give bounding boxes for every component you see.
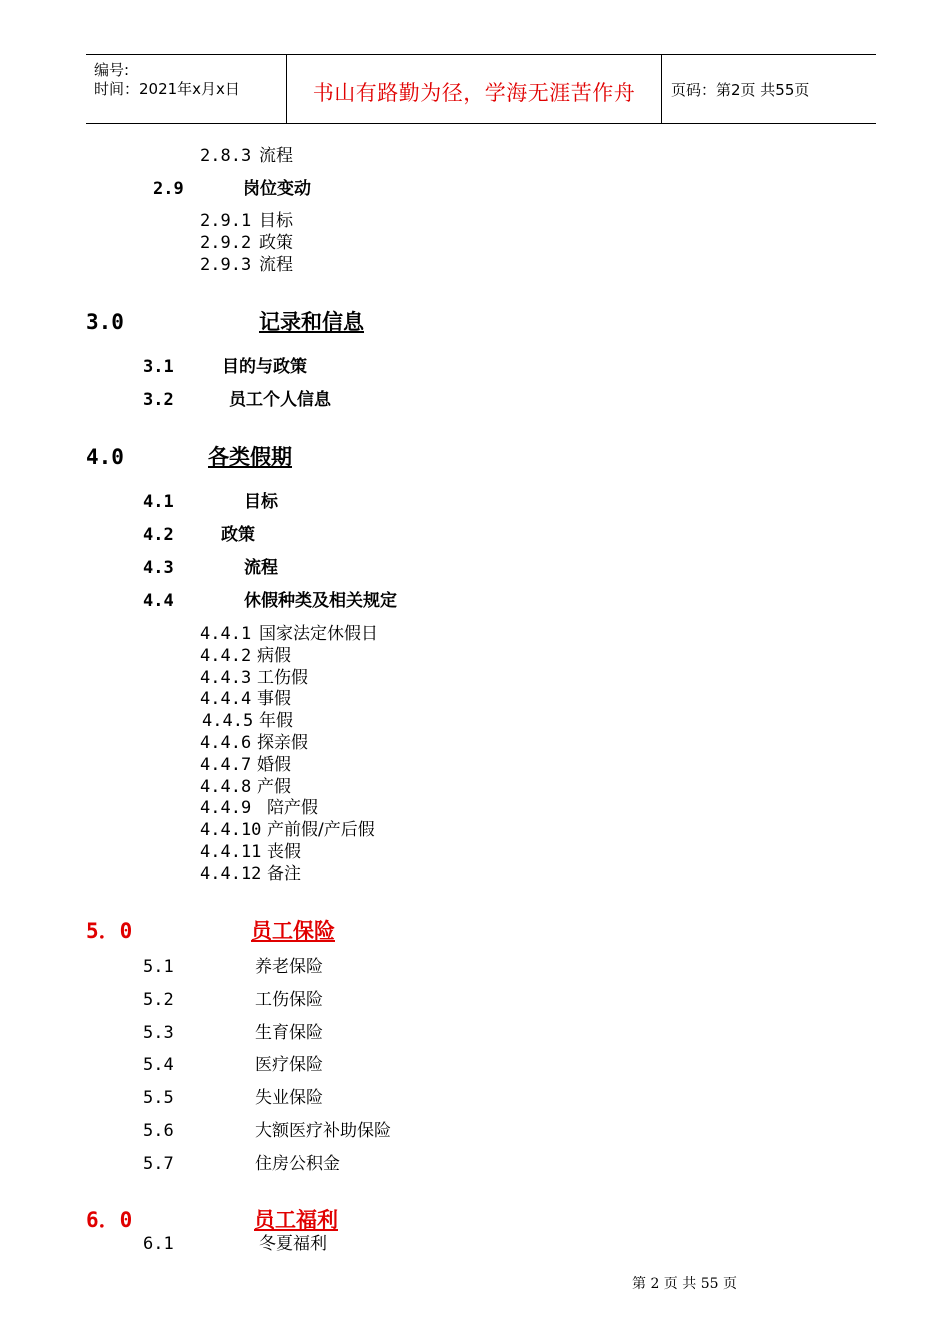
toc-entry-number: 4.0 <box>86 445 124 469</box>
toc-entry-title: 员工个人信息 <box>229 390 331 410</box>
toc-entry-number: 4.4.6 <box>200 733 252 753</box>
toc-entry-number: 5.2 <box>143 990 174 1010</box>
toc-entry-title: 工伤保险 <box>255 990 323 1010</box>
toc-entry-number: 5.3 <box>143 1023 174 1043</box>
toc-entry-number: 3.1 <box>143 357 174 377</box>
toc-entry-number: 4.3 <box>143 558 174 578</box>
toc-entry-number: 4.4.9 <box>200 798 252 818</box>
toc-entry-number: 4.4 <box>143 591 174 611</box>
toc-entry-number: 4.2 <box>143 525 174 545</box>
toc-entry-title: 工伤假 <box>257 668 308 688</box>
toc-entry-title: 冬夏福利 <box>259 1234 327 1254</box>
toc-entry-title: 产假 <box>257 777 291 797</box>
toc-entry-number: 5.4 <box>143 1055 174 1075</box>
toc-entry-title: 备注 <box>267 864 301 884</box>
toc-entry-number: 2.8.3 <box>200 146 252 166</box>
header-page-number: 页码：第2页 共55页 <box>671 81 810 99</box>
toc-entry-number: 4.4.11 <box>200 842 262 862</box>
toc-entry-number: 2.9 <box>153 179 184 199</box>
toc-entry-number: 5.5 <box>143 1088 174 1108</box>
header-page-cell <box>661 55 876 123</box>
toc-entry-title: 员工保险 <box>251 919 335 943</box>
toc-entry-title: 养老保险 <box>255 957 323 977</box>
toc-entry-title: 大额医疗补助保险 <box>255 1121 391 1141</box>
toc-entry-title: 丧假 <box>267 842 301 862</box>
toc-entry-number: 4.4.5 <box>202 711 254 731</box>
toc-entry-title: 流程 <box>244 558 278 578</box>
page-footer: 第 2 页 共 55 页 <box>632 1276 737 1292</box>
toc-entry-number: 4.4.10 <box>200 820 262 840</box>
toc-entry-title: 事假 <box>257 689 291 709</box>
toc-entry-title: 政策 <box>259 233 293 253</box>
header-info-cell <box>86 55 286 123</box>
toc-entry-title: 探亲假 <box>257 733 308 753</box>
toc-entry-title: 目的与政策 <box>222 357 307 377</box>
toc-entry-title: 休假种类及相关规定 <box>244 591 397 611</box>
toc-entry-title: 政策 <box>221 525 255 545</box>
document-header <box>86 54 876 124</box>
toc-entry-title: 婚假 <box>257 755 291 775</box>
toc-entry-number: 2.9.1 <box>200 211 252 231</box>
toc-entry-title: 流程 <box>259 146 293 166</box>
header-motto: 书山有路勤为径，学海无涯苦作舟 <box>312 81 636 105</box>
document-time-label: 时间：2021年x月x日 <box>94 80 240 98</box>
toc-entry-title: 目标 <box>244 492 278 512</box>
toc-entry-number: 3.0 <box>86 310 124 334</box>
toc-entry-title: 各类假期 <box>208 445 292 469</box>
toc-entry-number: 4.4.8 <box>200 777 252 797</box>
toc-entry-number: 4.4.12 <box>200 864 262 884</box>
toc-entry-number: 6．0 <box>86 1208 133 1232</box>
toc-entry-number: 4.4.1 <box>200 624 252 644</box>
toc-entry-number: 2.9.3 <box>200 255 252 275</box>
toc-entry-title: 产前假/产后假 <box>267 820 375 840</box>
toc-entry-number: 6.1 <box>143 1234 174 1254</box>
toc-entry-number: 4.4.7 <box>200 755 252 775</box>
toc-entry-title: 医疗保险 <box>255 1055 323 1075</box>
toc-entry-number: 2.9.2 <box>200 233 252 253</box>
toc-entry-title: 年假 <box>259 711 293 731</box>
toc-entry-number: 5.6 <box>143 1121 174 1141</box>
toc-entry-number: 5.7 <box>143 1154 174 1174</box>
document-number-label: 编号: <box>94 61 130 79</box>
toc-entry-title: 生育保险 <box>255 1023 323 1043</box>
toc-entry-title: 岗位变动 <box>243 179 311 199</box>
toc-entry-title: 住房公积金 <box>255 1154 340 1174</box>
toc-entry-number: 4.4.4 <box>200 689 252 709</box>
toc-entry-title: 员工福利 <box>254 1208 338 1232</box>
toc-entry-title: 陪产假 <box>267 798 318 818</box>
toc-entry-number: 5．0 <box>86 919 133 943</box>
toc-entry-title: 病假 <box>257 646 291 666</box>
toc-entry-title: 失业保险 <box>255 1088 323 1108</box>
toc-entry-number: 4.4.3 <box>200 668 252 688</box>
toc-entry-title: 流程 <box>259 255 293 275</box>
toc-entry-title: 记录和信息 <box>259 310 364 334</box>
toc-entry-number: 3.2 <box>143 390 174 410</box>
toc-entry-title: 国家法定休假日 <box>259 624 378 644</box>
toc-entry-number: 5.1 <box>143 957 174 977</box>
toc-entry-title: 目标 <box>259 211 293 231</box>
toc-entry-number: 4.1 <box>143 492 174 512</box>
toc-entry-number: 4.4.2 <box>200 646 252 666</box>
header-motto-cell <box>286 55 662 123</box>
